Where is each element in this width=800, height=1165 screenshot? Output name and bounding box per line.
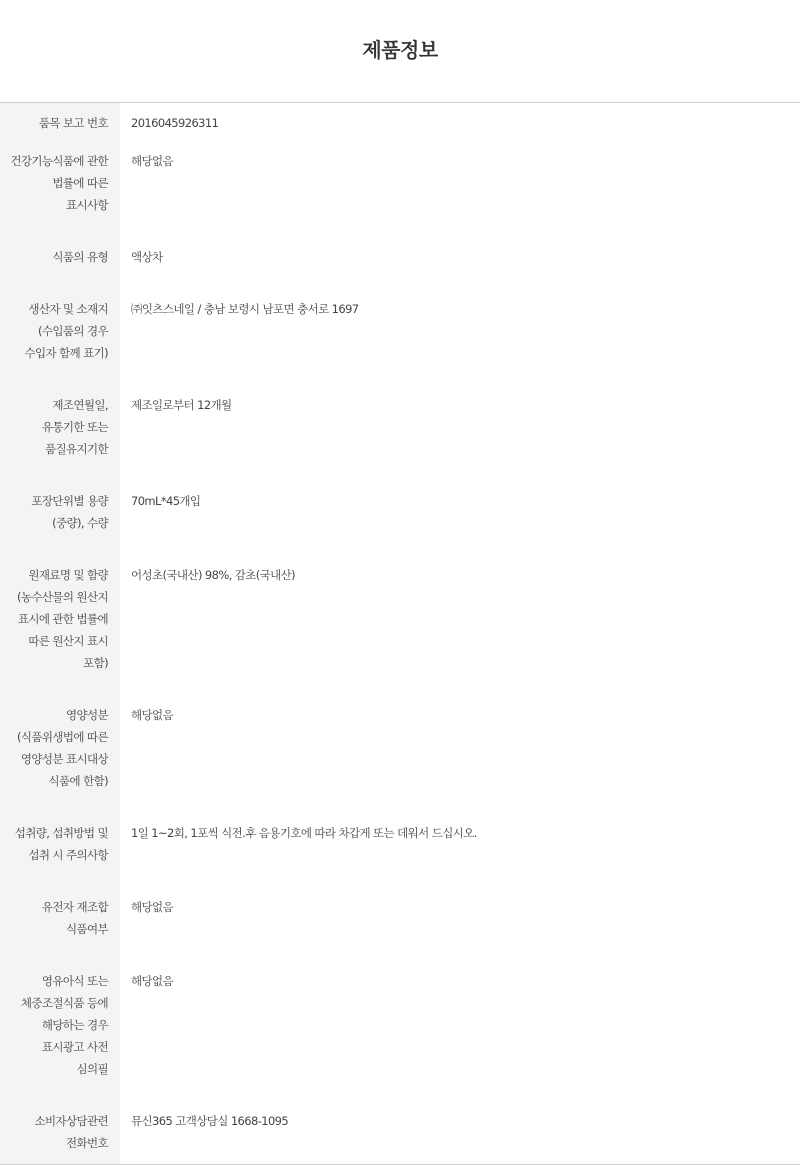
row-value: 액상차 xyxy=(131,250,163,264)
row-label: 섭취량, 섭취방법 및 섭취 시 주의사항 xyxy=(0,812,120,886)
row-label: 건강기능식품에 관한 법률에 따른 표시사항 xyxy=(0,140,120,236)
row-label: 소비자상담관련 전화번호 xyxy=(0,1100,120,1165)
row-value: 뮤신365 고객상담실 1668-1095 xyxy=(131,1114,289,1128)
row-label: 식품의 유형 xyxy=(0,236,120,288)
table-row xyxy=(0,960,800,1100)
row-label: 생산자 및 소재지 (수입품의 경우 수입자 함께 표기) xyxy=(0,288,120,384)
table-row xyxy=(0,886,800,960)
row-label: 품목 보고 번호 xyxy=(0,103,120,141)
table-row xyxy=(0,288,800,384)
table-row xyxy=(0,384,800,480)
row-label: 제조연월일, 유통기한 또는 품질유지기한 xyxy=(0,384,120,480)
row-value: 2016045926311 xyxy=(131,116,219,130)
row-value: 해당없음 xyxy=(131,974,174,988)
row-label: 영유아식 또는 체중조절식품 등에 해당하는 경우 표시광고 사전 심의필 xyxy=(0,960,120,1100)
row-value: ㈜잇츠스네일 / 충남 보령시 남포면 충서로 1697 xyxy=(131,302,359,316)
row-value: 어성초(국내산) 98%, 감초(국내산) xyxy=(131,568,296,582)
table-row xyxy=(0,1100,800,1165)
table-row xyxy=(0,694,800,812)
table-row xyxy=(0,236,800,288)
page-title: 제품정보 xyxy=(362,38,438,62)
table-row xyxy=(0,103,800,141)
table-row xyxy=(0,812,800,886)
row-label: 영양성분(식품위생법에 따른 영양성분 표시대상 식품에 한함) xyxy=(0,694,120,812)
table-row xyxy=(0,140,800,236)
row-label: 포장단위별 용량(중량), 수량 xyxy=(0,480,120,554)
row-value: 1일 1~2회, 1포씩 식전.후 음용기호에 따라 차갑게 또는 데워서 드십시오. xyxy=(131,826,477,840)
table-row xyxy=(0,554,800,694)
row-value: 해당없음 xyxy=(131,900,174,914)
table-row xyxy=(0,480,800,554)
row-value: 해당없음 xyxy=(131,154,174,168)
row-value: 70mL*45개입 xyxy=(131,494,201,508)
row-value: 해당없음 xyxy=(131,708,174,722)
row-value: 제조일로부터 12개월 xyxy=(131,398,232,412)
row-label: 유전자 재조합 식품여부 xyxy=(0,886,120,960)
row-label: 원재료명 및 함량(농수산물의 원산지 표시에 관한 법률에 따른 원산지 표시 포함) xyxy=(0,554,120,694)
product-info-table xyxy=(0,102,800,1165)
